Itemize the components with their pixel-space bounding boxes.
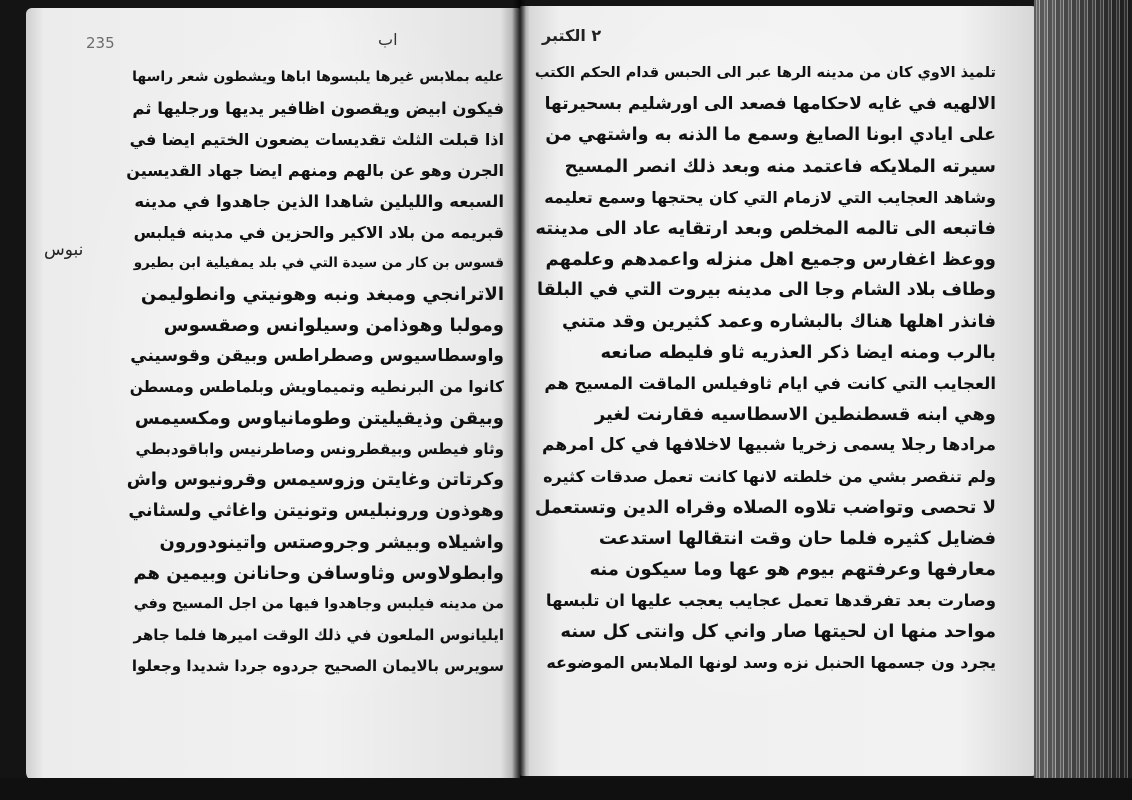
text-line: لا تحصى وتواضب تلاوه الصلاه وقراه الدين وتستعمل xyxy=(534,497,996,518)
folio-number: 235 xyxy=(86,34,115,52)
right-manuscript-page xyxy=(520,6,1036,776)
text-line: العجايب التي كانت في ايام ثاوفيلس الماقت المسيح هم xyxy=(544,374,996,393)
text-line: يجرد ون جسمها الحنبل نزه وسد لونها الملابس الموضوعه xyxy=(546,653,996,672)
text-line: بالرب ومنه ايضا ذكر العذريه ثاو فليطه صانعه xyxy=(600,342,996,363)
right-page-text xyxy=(534,58,996,678)
margin-note: نبوس xyxy=(44,240,84,260)
text-line: وابطولاوس وثاوسافن وحانانن وبيمين هم xyxy=(133,563,504,584)
text-line: الالهيه في غايه لاحكامها فصعد الى اورشليم بسحيرتها xyxy=(544,94,996,114)
text-line: فيكون ابيض ويقصون اظافير يديها ورجليها ثم xyxy=(132,99,504,118)
book-gutter xyxy=(512,0,526,800)
text-line: وثاو فيطس وبيقطرونس وصاطرنيس واباقودبطي xyxy=(135,440,504,458)
text-line: من مدينه فيلبس وجاهدوا فيها من اجل المسيح وفي xyxy=(133,596,504,612)
text-line: على ايادي ابونا الصايغ وسمع ما الذنه به واشتهي من xyxy=(545,125,996,145)
text-line: مواحد منها ان لحيتها صار واني كل وانتى كل سنه xyxy=(560,621,996,642)
text-line: قسوس بن كار من سيدة التي في بلد يمفيلية ابن بطيرو xyxy=(133,255,504,271)
text-line: وصارت بعد تفرقدها تعمل عجايب يعجب عليها ان تلبسها xyxy=(545,591,996,610)
text-line: وكرتاتن وغايتن وزوسيمس وقرونيوس واش xyxy=(126,470,504,490)
bottom-shadow xyxy=(0,778,1132,800)
text-line: فضايل كثيره فلما حان وقت انتقالها استدعت xyxy=(598,528,996,549)
page-stack-edge xyxy=(1034,0,1132,800)
text-line: وبيقن وذيقيليتن وطومانياوس ومكسيمس xyxy=(134,408,504,429)
text-line: تلميذ الاوي كان من مدينه الرها عبر الى الحبس قدام الحكم الكتب xyxy=(534,65,996,81)
text-line: ومولبا وهوذامن وسيلوانس وصقسوس xyxy=(163,315,504,336)
text-line: مرادها رجلا يسمى زخريا شبيها لاخلافها في كل امرهم xyxy=(542,435,996,455)
text-line: عليه بملابس غيرها يلبسوها اباها ويشطون شعر راسها xyxy=(132,69,504,85)
text-line: كانوا من البرنطيه وتميماويش وبلماطس ومسطن xyxy=(129,378,504,396)
text-line: معارفها وعرفتهم بيوم هو عها وما سيكون منه xyxy=(589,559,996,580)
text-line: الاترانجي ومبغد ونبه وهونيتي وانطوليمن xyxy=(140,284,504,305)
text-line: وشاهد العجايب التي لازمام التي كان يحتجها وسمع تعليمه xyxy=(544,188,996,207)
left-manuscript-page xyxy=(26,8,520,782)
text-line: قبريمه من بلاد الاكير والحزين في مدينه فيلبس xyxy=(133,223,504,242)
text-line: ووعظ اغفارس وجميع اهل منزله واعمدهم وعلمهم xyxy=(545,249,996,270)
text-line: فانذر اهلها هناك بالبشاره وعمد كثيرين وقد متني xyxy=(561,311,996,332)
text-line: اذا قبلت الثلث تقديسات يضعون الختيم ايضا في xyxy=(129,130,504,149)
text-line: وطاف بلاد الشام وجا الى مدينه بيروت التي في البلقا xyxy=(537,280,996,300)
text-line: سيرته الملايكه فاعتمد منه وبعد ذلك انصر المسيح xyxy=(564,156,996,177)
left-page-header: اب xyxy=(378,30,398,49)
right-page-header: ٢ الكتبر xyxy=(542,26,602,45)
text-line: ايليانوس الملعون في ذلك الوقت اميرها فلما جاهر xyxy=(133,626,504,644)
left-page-text xyxy=(126,62,504,682)
text-line: فاتبعه الى تالمه المخلص وبعد ارتقايه عاد الى مدينته xyxy=(535,218,996,239)
text-line: واشيلاه وبيشر وجروصتس واتينودورون xyxy=(159,532,504,553)
text-line: ولم تنقصر بشي من خلطته لانها كانت تعمل صدقات كثيره xyxy=(543,467,996,486)
text-line: واوسطاسيوس وصطراطس وبيقن وقوسيني xyxy=(130,346,504,366)
text-line: سويرس بالايمان الصحيح جردوه جردا شديدا وجعلوا xyxy=(131,657,504,675)
text-line: السبعه والليلين شاهدا الذين جاهدوا في مدينه xyxy=(134,192,504,211)
text-line: الجرن وهو عن بالهم ومنهم ايضا جهاد القديسين xyxy=(126,161,504,180)
text-line: وهوذون ورونبليس وتونيتن واغاثي ولسثاني xyxy=(128,501,504,521)
text-line: وهي ابنه قسطنطين الاسطاسيه فقارنت لغير xyxy=(594,404,996,425)
